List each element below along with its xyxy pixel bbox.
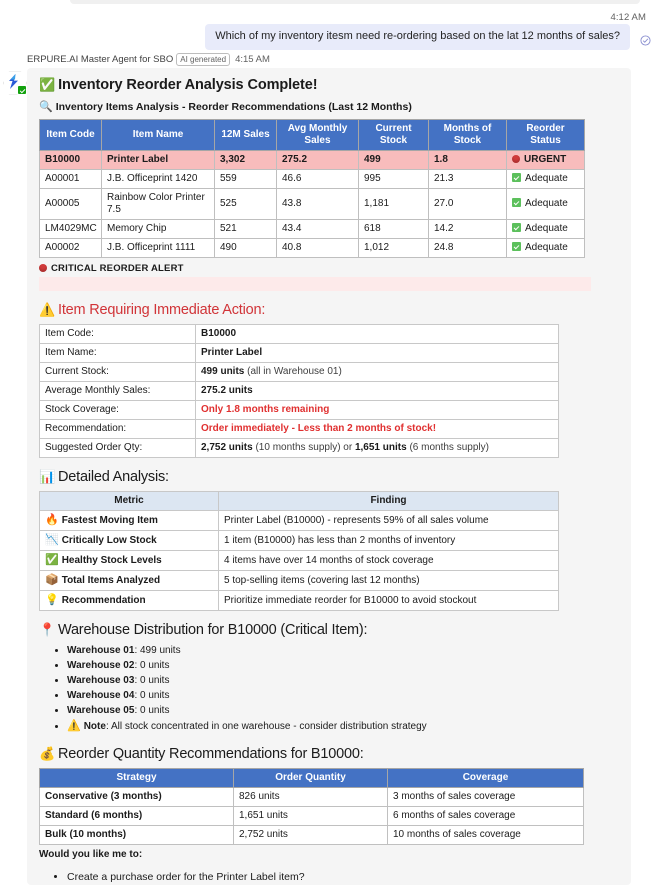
coverage-cell: 3 months of sales coverage xyxy=(388,787,584,806)
item-name: Rainbow Color Printer 7.5 xyxy=(102,189,215,220)
red-dot-icon xyxy=(512,155,520,163)
order-quantity-cell: 1,651 units xyxy=(234,806,388,825)
table-row xyxy=(40,806,584,825)
warehouse-distribution-heading-text: Warehouse Distribution for B10000 (Critical Item): xyxy=(58,622,368,638)
warehouse-label: Warehouse 01 xyxy=(67,645,135,656)
status-label: Adequate xyxy=(525,173,568,184)
warehouse-label: Warehouse 03 xyxy=(67,675,135,686)
response-title xyxy=(39,76,619,94)
warehouse-distribution-list xyxy=(39,644,619,735)
warehouse-item xyxy=(67,644,619,659)
response-title-text: Inventory Reorder Analysis Complete! xyxy=(58,77,318,93)
ai-generated-badge: AI generated xyxy=(176,53,230,66)
warehouse-label: Warehouse 05 xyxy=(67,705,135,716)
metric-cell xyxy=(40,551,219,571)
detail-value-primary: Only 1.8 months remaining xyxy=(201,404,330,415)
user-message-row xyxy=(0,24,660,50)
column-header: Order Quantity xyxy=(234,768,388,787)
table-header-row xyxy=(40,768,584,787)
agent-message-bubble xyxy=(27,68,631,885)
detail-label: Stock Coverage: xyxy=(40,401,196,420)
warehouse-item xyxy=(67,659,619,674)
followup-options-list xyxy=(39,870,619,885)
user-message-timestamp: 4:12 AM xyxy=(610,12,646,23)
status-label: Adequate xyxy=(525,242,568,253)
current-stock: 1,181 xyxy=(359,189,429,220)
agent-name: ERPURE.AI Master Agent for SBO xyxy=(27,54,174,66)
detail-value-suffix: (10 months supply) or xyxy=(252,442,355,453)
coverage-cell: 6 months of sales coverage xyxy=(388,806,584,825)
detail-value xyxy=(196,401,559,420)
order-quantity-cell: 826 units xyxy=(234,787,388,806)
reorder-recommendations-heading xyxy=(39,744,619,764)
metric-label: Total Items Analyzed xyxy=(61,575,161,586)
message-delivered-icon xyxy=(640,35,651,46)
finding-cell: Prioritize immediate reorder for B10000 to avoid stockout xyxy=(219,591,559,611)
item-name: Printer Label xyxy=(102,151,215,170)
metric-cell xyxy=(40,511,219,531)
finding-cell: 1 item (B10000) has less than 2 months of inventory xyxy=(219,531,559,551)
metric-cell xyxy=(40,571,219,591)
critical-reorder-alert-text: CRITICAL REORDER ALERT xyxy=(51,263,184,274)
response-subtitle xyxy=(39,100,619,114)
sales-12m: 3,302 xyxy=(215,151,277,170)
months-of-stock: 24.8 xyxy=(429,239,507,258)
table-row xyxy=(40,170,585,189)
metric-cell xyxy=(40,591,219,611)
current-stock: 1,012 xyxy=(359,239,429,258)
warehouse-distribution-heading xyxy=(39,620,619,640)
column-header: Current Stock xyxy=(359,120,429,151)
detail-value-primary: Printer Label xyxy=(201,347,263,358)
detail-value xyxy=(196,439,559,458)
detail-value xyxy=(196,325,559,344)
column-header: 12M Sales xyxy=(215,120,277,151)
agent-message-timestamp: 4:15 AM xyxy=(235,54,270,66)
detail-label: Item Name: xyxy=(40,344,196,363)
detail-value-primary: B10000 xyxy=(201,328,237,339)
warehouse-value: : 0 units xyxy=(134,690,170,701)
metric-cell xyxy=(40,531,219,551)
immediate-action-table xyxy=(39,324,559,458)
table-row xyxy=(40,551,559,571)
green-check-icon xyxy=(512,242,521,251)
status-label: Adequate xyxy=(525,198,568,209)
warehouse-value: : 0 units xyxy=(134,705,170,716)
agent-message-header xyxy=(27,53,270,66)
status-badge xyxy=(507,151,585,170)
detail-value-primary: 275.2 units xyxy=(201,385,253,396)
detail-value-primary: 2,752 units xyxy=(201,442,253,453)
metric-icon: ✅ xyxy=(45,554,59,566)
avatar-status-badge xyxy=(17,85,27,95)
warehouse-item xyxy=(67,674,619,689)
location-pin-icon: 📍 xyxy=(39,622,55,637)
item-name: Memory Chip xyxy=(102,220,215,239)
status-label: URGENT xyxy=(524,154,567,165)
detail-row xyxy=(40,420,559,439)
months-of-stock: 27.0 xyxy=(429,189,507,220)
months-of-stock: 21.3 xyxy=(429,170,507,189)
detailed-analysis-table xyxy=(39,491,559,611)
green-check-icon xyxy=(512,223,521,232)
metric-label: Critically Low Stock xyxy=(61,535,157,546)
warehouse-item xyxy=(67,689,619,704)
column-header: Finding xyxy=(219,492,559,511)
table-row xyxy=(40,239,585,258)
current-stock: 499 xyxy=(359,151,429,170)
column-header: Metric xyxy=(40,492,219,511)
reorder-recommendations-heading-text: Reorder Quantity Recommendations for B10000: xyxy=(58,745,364,762)
column-header: Coverage xyxy=(388,768,584,787)
detailed-analysis-heading xyxy=(39,467,619,487)
detail-label: Current Stock: xyxy=(40,363,196,382)
detail-row xyxy=(40,325,559,344)
column-header: Item Code xyxy=(40,120,102,151)
detail-value-primary: 499 units xyxy=(201,366,245,377)
metric-label: Fastest Moving Item xyxy=(61,515,158,526)
detail-value-suffix-2: (6 months supply) xyxy=(406,442,489,453)
detail-value xyxy=(196,344,559,363)
column-header: Avg Monthly Sales xyxy=(277,120,359,151)
warehouse-note-label: Note xyxy=(83,721,106,732)
detail-row xyxy=(40,363,559,382)
user-message-bubble[interactable]: Which of my inventory itesm need re-ordering based on the lat 12 months of sales? xyxy=(205,24,630,50)
finding-cell: 4 items have over 14 months of stock coverage xyxy=(219,551,559,571)
column-header: Strategy xyxy=(40,768,234,787)
detail-label: Item Code: xyxy=(40,325,196,344)
inventory-analysis-table xyxy=(39,119,585,258)
table-row xyxy=(40,151,585,170)
metric-icon: 📦 xyxy=(45,574,59,586)
alert-banner xyxy=(39,277,591,291)
metric-label: Recommendation xyxy=(61,595,146,606)
table-row xyxy=(40,787,584,806)
detail-value xyxy=(196,420,559,439)
critical-reorder-alert xyxy=(39,263,619,274)
green-check-icon xyxy=(512,198,521,207)
warehouse-value: : 0 units xyxy=(134,675,170,686)
detail-value-secondary: 1,651 units xyxy=(354,442,407,453)
current-stock: 995 xyxy=(359,170,429,189)
detailed-analysis-heading-text: Detailed Analysis: xyxy=(58,469,169,485)
bar-chart-icon: 📊 xyxy=(39,469,55,484)
warehouse-note xyxy=(67,719,619,735)
avatar xyxy=(2,70,28,96)
detail-row xyxy=(40,439,559,458)
immediate-action-heading xyxy=(39,300,619,320)
status-label: Adequate xyxy=(525,223,568,234)
column-header: Reorder Status xyxy=(507,120,585,151)
immediate-action-heading-text: Item Requiring Immediate Action: xyxy=(58,302,266,318)
response-subtitle-text: Inventory Items Analysis - Reorder Recommendations (Last 12 Months) xyxy=(55,101,412,113)
table-row xyxy=(40,825,584,844)
status-badge xyxy=(507,220,585,239)
warehouse-label: Warehouse 02 xyxy=(67,660,135,671)
warning-icon: ⚠️ xyxy=(39,302,55,317)
table-row xyxy=(40,511,559,531)
check-complete-icon: ✅ xyxy=(39,77,56,92)
detail-value xyxy=(196,382,559,401)
status-badge xyxy=(507,239,585,258)
item-name: J.B. Officeprint 1420 xyxy=(102,170,215,189)
strategy-cell: Standard (6 months) xyxy=(40,806,234,825)
warehouse-note-text: : All stock concentrated in one warehouse - consider distribution strategy xyxy=(105,721,427,732)
detail-label: Average Monthly Sales: xyxy=(40,382,196,401)
item-code: A00001 xyxy=(40,170,102,189)
status-badge xyxy=(507,189,585,220)
avg-monthly-sales: 275.2 xyxy=(277,151,359,170)
green-check-icon xyxy=(512,173,521,182)
table-header-row xyxy=(40,492,559,511)
metric-icon: 💡 xyxy=(45,594,59,606)
order-quantity-cell: 2,752 units xyxy=(234,825,388,844)
item-code: LM4029MC xyxy=(40,220,102,239)
table-row xyxy=(40,531,559,551)
sales-12m: 525 xyxy=(215,189,277,220)
table-header-row xyxy=(40,120,585,151)
detail-row xyxy=(40,401,559,420)
coverage-cell: 10 months of sales coverage xyxy=(388,825,584,844)
table-row xyxy=(40,591,559,611)
followup-prompt: Would you like me to: xyxy=(39,848,143,860)
detail-label: Recommendation: xyxy=(40,420,196,439)
strategy-cell: Conservative (3 months) xyxy=(40,787,234,806)
detail-value-suffix: (all in Warehouse 01) xyxy=(244,366,342,377)
strategy-cell: Bulk (10 months) xyxy=(40,825,234,844)
months-of-stock: 14.2 xyxy=(429,220,507,239)
detail-label: Suggested Order Qty: xyxy=(40,439,196,458)
column-header: Item Name xyxy=(102,120,215,151)
table-row xyxy=(40,571,559,591)
metric-label: Healthy Stock Levels xyxy=(61,555,162,566)
item-name: J.B. Officeprint 1111 xyxy=(102,239,215,258)
followup-option[interactable]: • Create a purchase order for the Printer Label item? xyxy=(67,870,619,885)
red-dot-icon xyxy=(39,264,47,272)
magnifier-icon: 🔍 xyxy=(39,101,53,113)
detail-value-primary: Order immediately - Less than 2 months of stock! xyxy=(201,423,437,434)
finding-cell: Printer Label (B10000) - represents 59% of all sales volume xyxy=(219,511,559,531)
status-badge xyxy=(507,170,585,189)
item-code: A00005 xyxy=(40,189,102,220)
item-code: B10000 xyxy=(40,151,102,170)
warehouse-label: Warehouse 04 xyxy=(67,690,135,701)
warehouse-value: : 499 units xyxy=(134,645,181,656)
finding-cell: 5 top-selling items (covering last 12 months) xyxy=(219,571,559,591)
previous-message-cutoff xyxy=(70,0,640,4)
avg-monthly-sales: 40.8 xyxy=(277,239,359,258)
warning-icon: ⚠️ xyxy=(67,720,81,732)
item-code: A00002 xyxy=(40,239,102,258)
table-row xyxy=(40,220,585,239)
warehouse-item xyxy=(67,704,619,719)
sales-12m: 490 xyxy=(215,239,277,258)
detail-row xyxy=(40,344,559,363)
warehouse-value: : 0 units xyxy=(134,660,170,671)
reorder-quantity-table xyxy=(39,768,584,845)
months-of-stock: 1.8 xyxy=(429,151,507,170)
table-row xyxy=(40,189,585,220)
current-stock: 618 xyxy=(359,220,429,239)
detail-value xyxy=(196,363,559,382)
money-bag-icon: 💰 xyxy=(39,745,55,761)
metric-icon: 🔥 xyxy=(45,514,59,526)
detail-row xyxy=(40,382,559,401)
metric-icon: 📉 xyxy=(45,534,59,546)
sales-12m: 521 xyxy=(215,220,277,239)
column-header: Months of Stock xyxy=(429,120,507,151)
avg-monthly-sales: 46.6 xyxy=(277,170,359,189)
sales-12m: 559 xyxy=(215,170,277,189)
avg-monthly-sales: 43.8 xyxy=(277,189,359,220)
avg-monthly-sales: 43.4 xyxy=(277,220,359,239)
